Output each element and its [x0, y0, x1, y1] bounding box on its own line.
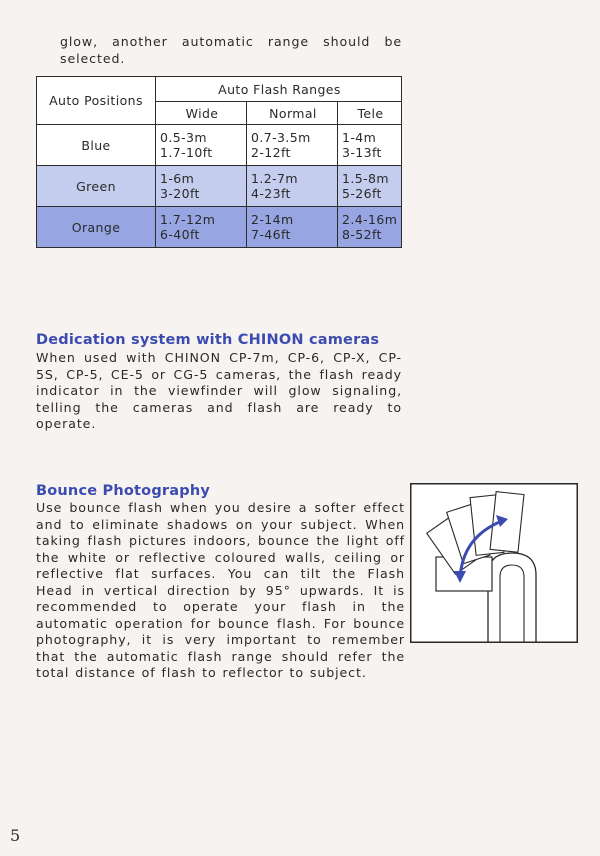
range-cell: 1-6m 3-20ft [156, 166, 247, 207]
auto-positions-header: Auto Positions [37, 77, 156, 125]
auto-flash-ranges-table [36, 76, 402, 248]
column-header-tele: Tele [338, 102, 402, 125]
flash-head-tilt-illustration [410, 483, 578, 643]
column-header-wide: Wide [156, 102, 247, 125]
range-cell: 2-14m 7-46ft [247, 207, 338, 248]
position-cell: Blue [37, 125, 156, 166]
bounce-heading: Bounce Photography [36, 483, 211, 499]
table-row [37, 166, 402, 207]
intro-paragraph: glow, another automatic range should be selected. [60, 34, 402, 66]
bounce-paragraph: Use bounce flash when you desire a softer effect and to eliminate shadows on your subject. When taking flash pictures indoors, bounce the light off the white or reflective coloured walls, ceiling or reflective flat surfaces. You can tilt the Flash Head in vertical direction by 95° upwards. It is recommended to operate your flash in the automatic operation for bounce flash. For bounce photography, it is very important to remember that the automatic flash range should refer the total distance of flash to reflector to subject. [36, 500, 405, 680]
column-header-normal: Normal [247, 102, 338, 125]
range-cell: 1.5-8m 5-26ft [338, 166, 402, 207]
position-cell: Green [37, 166, 156, 207]
range-cell: 2.4-16m 8-52ft [338, 207, 402, 248]
page-number: 5 [10, 826, 21, 845]
table-row [37, 207, 402, 248]
range-cell: 1.7-12m 6-40ft [156, 207, 247, 248]
table-row [37, 125, 402, 166]
dedication-heading: Dedication system with CHINON cameras [36, 332, 380, 348]
bounce-diagram-icon [410, 483, 578, 643]
dedication-paragraph: When used with CHINON CP-7m, CP-6, CP-X, CP-5S, CP-5, CE-5 or CG-5 cameras, the flash ready indicator in the viewfinder will glow signaling, telling the cameras and flash are ready to operate. [36, 350, 402, 431]
position-cell: Orange [37, 207, 156, 248]
range-cell: 0.5-3m 1.7-10ft [156, 125, 247, 166]
range-cell: 1-4m 3-13ft [338, 125, 402, 166]
auto-flash-ranges-header: Auto Flash Ranges [156, 77, 402, 102]
range-cell: 1.2-7m 4-23ft [247, 166, 338, 207]
range-cell: 0.7-3.5m 2-12ft [247, 125, 338, 166]
